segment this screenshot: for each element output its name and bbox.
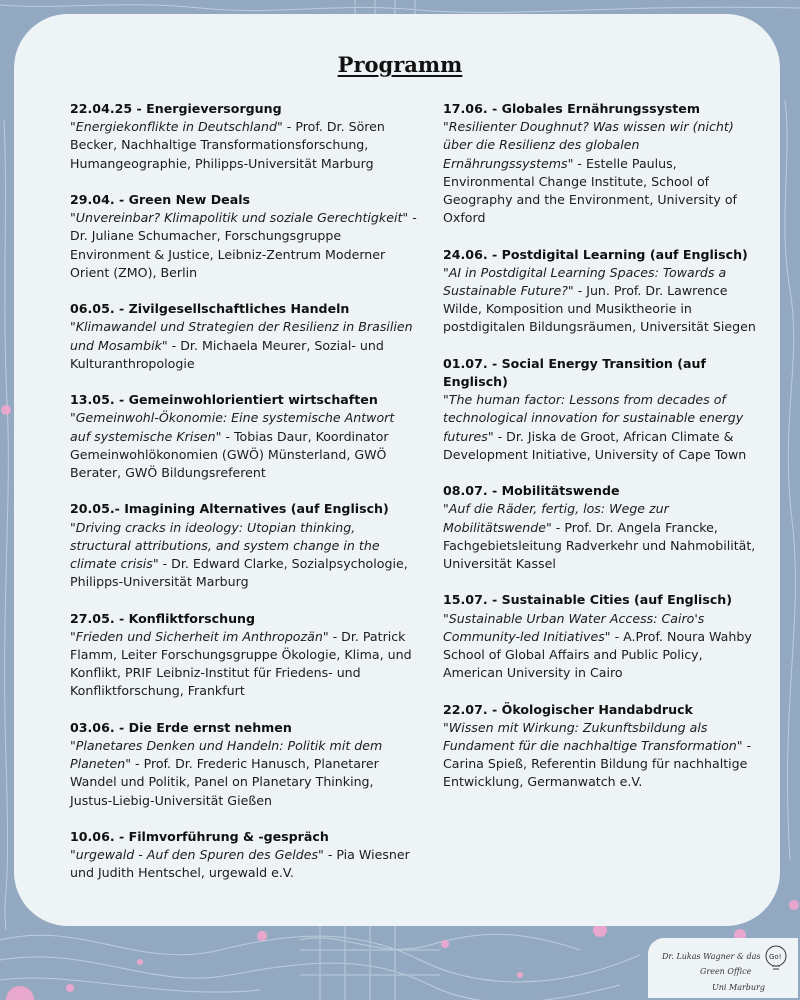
- event-entry: [443, 355, 763, 464]
- event-talk-title: "AI in Postdigital Learning Spaces: Towards a Sustainable Future?": [443, 264, 727, 299]
- event-talk-title: "Klimawandel und Strategien der Resilienz in Brasilien und Mosambik": [70, 319, 413, 353]
- event-speaker: - Dr. Juliane Schumacher, Forschungsgruppe Environment & Justice, Leibniz-Zentrum Moderner Orient (ZMO), Berlin: [70, 210, 417, 280]
- event-heading: 08.07. - Mobilitätswende: [443, 483, 620, 499]
- event-entry: [70, 300, 418, 373]
- event-talk-title: "Unvereinbar? Klimapolitik und soziale Gerechtigkeit": [70, 210, 409, 226]
- signature-line-2: Green Office: [700, 967, 752, 976]
- event-entry: [70, 191, 418, 282]
- event-heading: 03.06. - Die Erde ernst nehmen: [70, 719, 292, 735]
- event-heading: 22.07. - Ökologischer Handabdruck: [443, 701, 693, 717]
- event-heading: 27.05. - Konfliktforschung: [70, 610, 256, 626]
- event-talk-title: "Frieden und Sicherheit im Anthropozän": [70, 628, 329, 644]
- event-entry: [70, 828, 418, 883]
- event-speaker: - Prof. Dr. Frederic Hanusch, Planetarer Wandel und Politik, Panel on Planetary Thinking, Justus-Liebig-Universität Gießen: [70, 756, 379, 808]
- event-speaker: - Dr. Edward Clarke, Sozialpsychologie, Philipps-Universität Marburg: [70, 556, 408, 590]
- event-entry: [70, 719, 418, 810]
- event-heading: 01.07. - Social Energy Transition (auf Englisch): [443, 355, 706, 390]
- lightbulb-badge-text: Go!: [769, 953, 782, 961]
- lightbulb-base-icon: [772, 966, 780, 969]
- event-speaker: - Pia Wiesner und Judith Hentschel, urgewald e.V.: [70, 847, 410, 881]
- event-heading: 17.06. - Globales Ernährungssystem: [443, 101, 700, 116]
- event-talk-title: "Gemeinwohl-Ökonomie: Eine systemische Antwort auf systemische Krisen": [70, 410, 395, 444]
- event-heading: 10.06. - Filmvorführung & -gespräch: [70, 829, 329, 845]
- event-talk-title: "Energiekonflikte in Deutschland": [70, 119, 283, 135]
- event-entry: [70, 391, 418, 482]
- event-entry: [70, 610, 418, 701]
- event-talk-title: "Planetares Denken und Handeln: Politik mit dem Planeten": [70, 738, 383, 772]
- event-speaker: - Carina Spieß, Referentin Bildung für nachhaltige Entwicklung, Germanwatch e.V.: [443, 738, 752, 790]
- event-heading: 24.06. - Postdigital Learning (auf Englisch): [443, 246, 748, 262]
- event-speaker: - Jun. Prof. Dr. Lawrence Wilde, Komposition und Musiktheorie in postdigitalen Bildungsräumen, Universität Siegen: [443, 283, 756, 335]
- event-entry: [443, 100, 763, 227]
- event-heading: 13.05. - Gemeinwohlorientiert wirtschaften: [70, 392, 378, 408]
- event-talk-title: "Sustainable Urban Water Access: Cairo's Community-led Initiatives": [443, 610, 705, 644]
- signature-graphic: [648, 938, 798, 998]
- event-entry: [443, 591, 763, 682]
- left-column: [70, 100, 418, 901]
- event-speaker: - Dr. Michaela Meurer, Sozial- und Kulturanthropologie: [70, 337, 384, 371]
- event-speaker: - Tobias Daur, Koordinator Gemeinwohlökonomien (GWÖ) Münsterland, GWÖ Berater, GWÖ Bildungsreferent: [70, 428, 389, 481]
- event-heading: 15.07. - Sustainable Cities (auf Englisch): [443, 592, 733, 608]
- event-entry: [443, 482, 763, 573]
- event-talk-title: "Wissen mit Wirkung: Zukunftsbildung als Fundament für die nachhaltige Transformation": [443, 719, 743, 754]
- event-entry: [70, 100, 418, 173]
- event-heading: 06.05. - Zivilgesellschaftliches Handeln: [70, 301, 350, 317]
- event-talk-title: "Auf die Räder, fertig, los: Wege zur Mobilitätswende": [443, 501, 669, 535]
- event-talk-title: "Resilienter Doughnut? Was wissen wir (nicht) über die Resilienz des globalen Ernährungssystems": [443, 119, 734, 171]
- event-talk-title: "Driving cracks in ideology: Utopian thinking, structural attributions, and system change in the climate crisis": [70, 519, 380, 572]
- event-entry: [443, 701, 763, 792]
- event-heading: 29.04. - Green New Deals: [70, 192, 251, 207]
- event-speaker: - Dr. Patrick Flamm, Leiter Forschungsgruppe Ökologie, Klima, und Konflikt, PRIF Leibniz-Institut für Friedens- und Konfliktforschung, Frankfurt: [70, 628, 412, 699]
- event-speaker: - Dr. Jiska de Groot, African Climate & Development Initiative, University of Cape Town: [443, 428, 747, 462]
- event-speaker: - Estelle Paulus, Environmental Change Institute, School of Geography and the Environment, University of Oxford: [443, 155, 737, 226]
- event-talk-title: "urgewald - Auf den Spuren des Geldes": [70, 847, 324, 863]
- event-heading: 20.05.- Imagining Alternatives (auf Englisch): [70, 501, 389, 517]
- event-speaker: - Prof. Dr. Sören Becker, Nachhaltige Transformationsforschung, Humangeographie, Philipps-Universität Marburg: [70, 119, 385, 171]
- event-speaker: - A.Prof. Noura Wahby School of Global Affairs and Public Policy, American University in Cairo: [443, 628, 752, 681]
- event-entry: [443, 246, 763, 337]
- right-column: [443, 100, 763, 810]
- signature-line-1: Dr. Lukas Wagner & das: [662, 952, 761, 961]
- signature-logo: [648, 938, 798, 998]
- event-talk-title: "The human factor: Lessons from decades of technological innovation for sustainable energy futures": [443, 392, 744, 444]
- signature-line-3: Uni Marburg: [712, 983, 765, 992]
- event-entry: [70, 500, 418, 591]
- event-heading: 22.04.25 - Energieversorgung: [70, 101, 282, 116]
- event-speaker: - Prof. Dr. Angela Francke, Fachgebietsleitung Radverkehr und Nahmobilität, Universität Kassel: [443, 519, 756, 572]
- page-title: Programm: [337, 52, 463, 77]
